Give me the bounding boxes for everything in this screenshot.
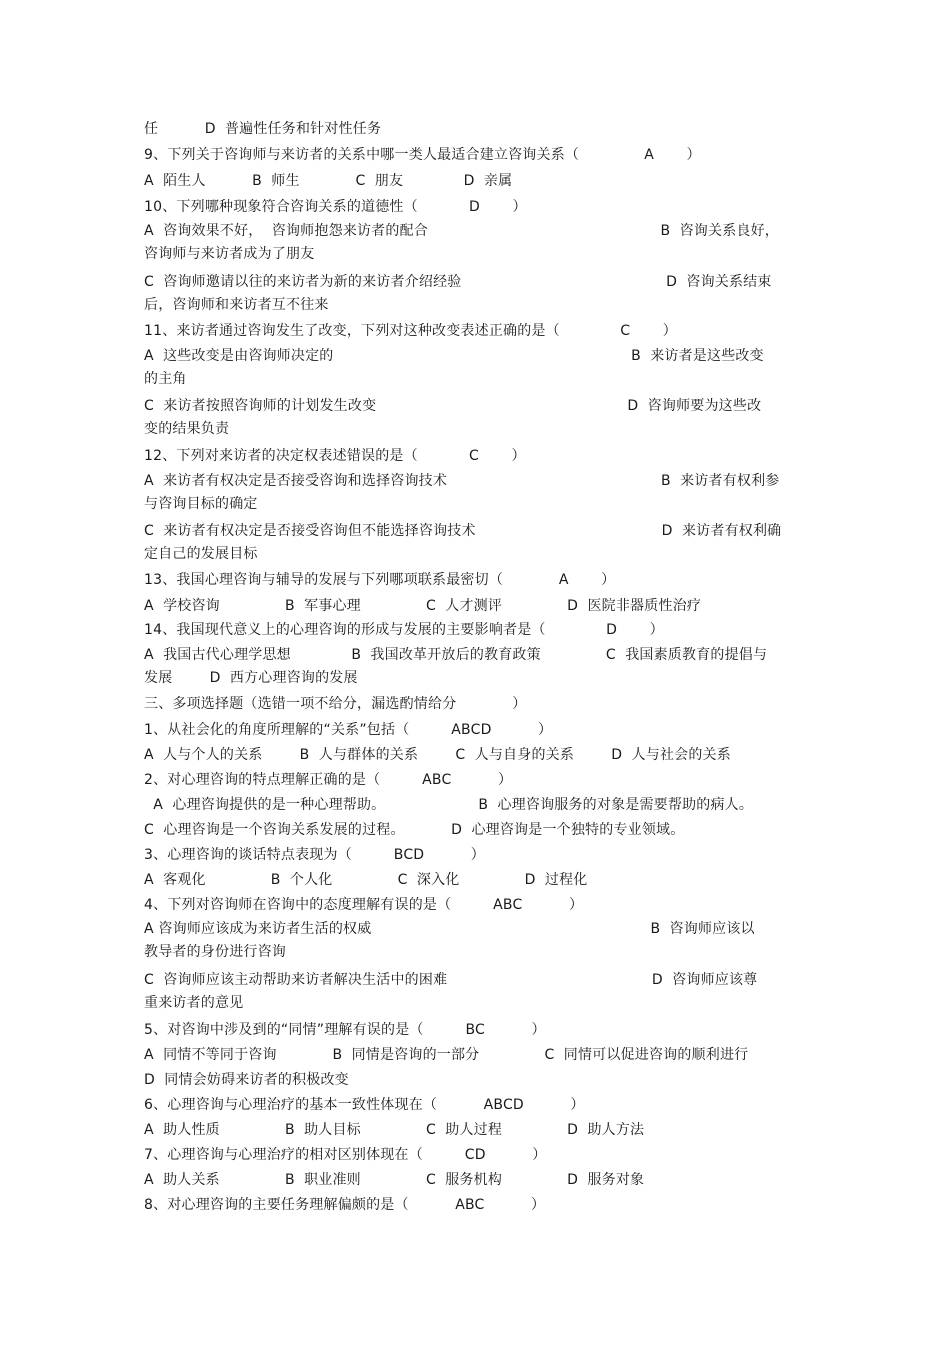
multi-question-2: 2、对心理咨询的特点理解正确的是（ ABC ）	[144, 772, 513, 788]
multi-question-1: 1、从社会化的角度所理解的“关系”包括（ ABCD ）	[144, 722, 553, 738]
multi-options-5-a-c: A 同情不等同于咨询 B 同情是咨询的一部分 C 同情可以促进咨询的顺利进行	[144, 1047, 749, 1063]
multi-question-4: 4、下列对咨询师在咨询中的态度理解有误的是（ ABC ）	[144, 897, 584, 913]
options-14-cont: 发展 D 西方心理咨询的发展	[144, 670, 358, 686]
options-10-c-d: C 咨询师邀请以往的来访者为新的来访者介绍经验 D 咨询关系结束	[144, 274, 772, 290]
multi-options-3: A 客观化 B 个人化 C 深入化 D 过程化	[144, 872, 588, 888]
question-12: 12、下列对来访者的决定权表述错误的是（ C ）	[144, 448, 526, 464]
multi-question-3: 3、心理咨询的谈话特点表现为（ BCD ）	[144, 847, 485, 863]
options-11-d-cont: 变的结果负责	[144, 421, 230, 437]
question-13: 13、我国心理咨询与辅导的发展与下列哪项联系最密切（ A ）	[144, 572, 616, 588]
multi-options-4-d-cont: 重来访者的意见	[144, 995, 244, 1011]
options-13: A 学校咨询 B 军事心理 C 人才测评 D 医院非器质性治疗	[144, 598, 702, 614]
section-heading: 三、多项选择题（选错一项不给分，漏选酌情给分 ）	[144, 696, 527, 712]
multi-options-7: A 助人关系 B 职业准则 C 服务机构 D 服务对象	[144, 1172, 645, 1188]
multi-question-6: 6、心理咨询与心理治疗的基本一致性体现在（ ABCD ）	[144, 1097, 585, 1113]
multi-options-2-c-d: C 心理咨询是一个咨询关系发展的过程。 D 心理咨询是一个独特的专业领域。	[144, 822, 685, 838]
multi-options-4-a-b: A 咨询师应该成为来访者生活的权威 B 咨询师应该以	[144, 921, 755, 937]
multi-options-4-b-cont: 教导者的身份进行咨询	[144, 944, 286, 960]
question-11: 11、来访者通过咨询发生了改变，下列对这种改变表述正确的是（ C ）	[144, 323, 677, 339]
options-10-b-cont: 咨询师与来访者成为了朋友	[144, 246, 315, 262]
multi-question-8: 8、对心理咨询的主要任务理解偏颇的是（ ABC ）	[144, 1197, 546, 1213]
multi-options-2-a-b: A 心理咨询提供的是一种心理帮助。 B 心理咨询服务的对象是需要帮助的病人。	[144, 797, 754, 813]
options-12-a-b: A 来访者有权决定是否接受咨询和选择咨询技术 B 来访者有权利参	[144, 473, 780, 489]
multi-options-1: A 人与个人的关系 B 人与群体的关系 C 人与自身的关系 D 人与社会的关系	[144, 747, 731, 763]
text-line: 任 D 普遍性任务和针对性任务	[144, 121, 382, 137]
question-9: 9、下列关于咨询师与来访者的关系中哪一类人最适合建立咨询关系（ A ）	[144, 147, 701, 163]
multi-options-5-d: D 同情会妨碍来访者的积极改变	[144, 1072, 349, 1088]
multi-question-5: 5、对咨询中涉及到的“同情”理解有误的是（ BC ）	[144, 1022, 546, 1038]
multi-options-6: A 助人性质 B 助人目标 C 助人过程 D 助人方法	[144, 1122, 645, 1138]
options-12-c-d: C 来访者有权决定是否接受咨询但不能选择咨询技术 D 来访者有权利确	[144, 523, 782, 539]
options-11-a-b: A 这些改变是由咨询师决定的 B 来访者是这些改变	[144, 348, 764, 364]
question-10: 10、下列哪种现象符合咨询关系的道德性（ D ）	[144, 199, 527, 215]
options-11-b-cont: 的主角	[144, 371, 187, 387]
options-11-c-d: C 来访者按照咨询师的计划发生改变 D 咨询师要为这些改	[144, 398, 762, 414]
multi-options-4-c-d: C 咨询师应该主动帮助来访者解决生活中的困难 D 咨询师应该尊	[144, 972, 758, 988]
options-12-d-cont: 定自己的发展目标	[144, 546, 258, 562]
options-10-a-b: A 咨询效果不好， 咨询师抱怨来访者的配合 B 咨询关系良好，	[144, 223, 779, 239]
question-14: 14、我国现代意义上的心理咨询的形成与发展的主要影响者是（ D ）	[144, 622, 664, 638]
options-14: A 我国古代心理学思想 B 我国改革开放后的教育政策 C 我国素质教育的提倡与	[144, 647, 768, 663]
multi-question-7: 7、心理咨询与心理治疗的相对区别体现在（ CD ）	[144, 1147, 547, 1163]
options-10-d-cont: 后，咨询师和来访者互不往来	[144, 297, 329, 313]
options-12-b-cont: 与咨询目标的确定	[144, 496, 258, 512]
options-9: A 陌生人 B 师生 C 朋友 D 亲属	[144, 173, 513, 189]
